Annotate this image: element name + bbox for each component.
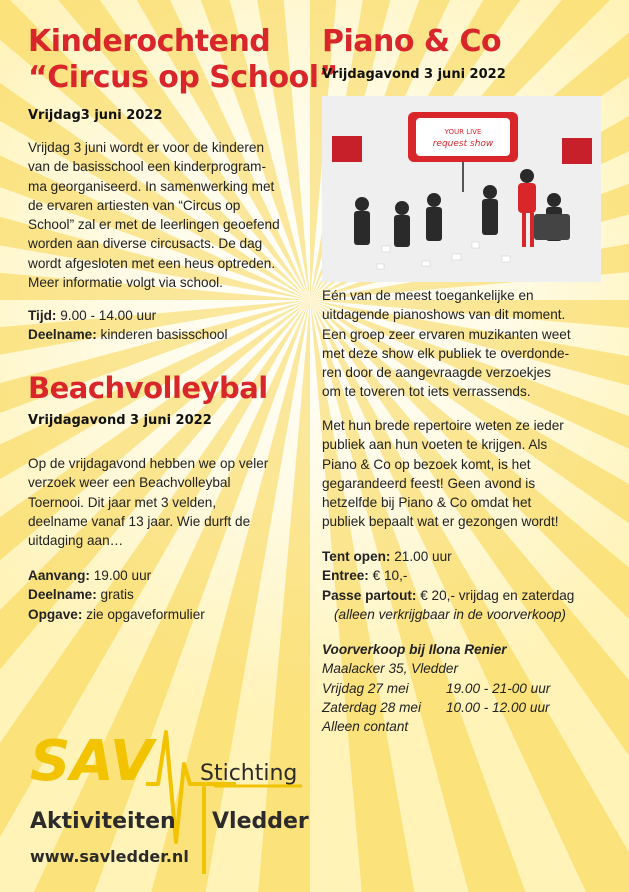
kinderochtend-title (28, 24, 338, 96)
text-line: wordt afgesloten met een heus optreden. (28, 255, 276, 271)
aanvang-value: 19.00 uur (89, 568, 152, 583)
deelname-label: Deelname: (28, 587, 97, 603)
kinderochtend-details (28, 306, 318, 345)
text-line: verzoek weer een Beachvolleybal (28, 475, 231, 491)
kinderochtend-title-line2: “Circus op School” (28, 60, 338, 95)
entree-label: Entree: (322, 568, 369, 584)
deelname-row (28, 585, 318, 604)
piano-co-date: Vrijdagavond 3 juni 2022 (322, 67, 506, 82)
voorverkoop-address: Maalacker 35, Vledder (322, 661, 459, 677)
text-line: Toernooi. Dit jaar met 3 velden, (28, 494, 217, 510)
text-line: worden aan diverse circusacts. De dag (28, 236, 263, 252)
text-line: de ervaren artiesten van “Circus op (28, 197, 241, 213)
logo-stichting-text: Stichting (200, 761, 298, 786)
tent-open-label: Tent open: (322, 549, 391, 564)
text-line: om te toveren tot iets verrassends. (322, 384, 531, 400)
piano-co-description-2 (322, 416, 598, 532)
deelname-label: Deelname: (28, 327, 97, 343)
voorverkoop-time: 19.00 - 21-00 uur (446, 680, 551, 696)
tent-open-value: 21.00 uur (390, 549, 452, 564)
text-line: publiek aan hun voeten te krijgen. Als (322, 437, 548, 453)
entree-row (322, 566, 612, 585)
text-line: Piano & Co op bezoek komt, is het (322, 456, 531, 472)
piano-co-details (322, 547, 612, 624)
kinderochtend-date: Vrijdag3 juni 2022 (28, 108, 163, 123)
voorverkoop-row (322, 698, 612, 717)
text-line: van de basisschool een kinderprogram- (28, 159, 267, 175)
text-line: met deze show elk publiek te overdonde- (322, 345, 570, 361)
beachvolleybal-date: Vrijdagavond 3 juni 2022 (28, 413, 212, 428)
text-line: Meer informatie volgt via school. (28, 275, 223, 291)
text-line: Vrijdag 3 juni wordt er voor de kinderen (28, 140, 265, 155)
photo-sign-line2: request show (432, 139, 494, 149)
text-line: hetzelfde bij Piano & Co omdat het (322, 495, 532, 511)
tijd-label: Tijd: (28, 308, 57, 323)
tijd-value: 9.00 - 14.00 uur (56, 308, 157, 323)
kinderochtend-title-line1: Kinderochtend (28, 24, 271, 59)
deelname-value: gratis (96, 587, 134, 603)
sav-logo (26, 724, 316, 874)
text-line: ma georganiseerd. In samenwerking met (28, 178, 275, 194)
text-line: Eén van de meest toegankelijke en (322, 288, 534, 303)
piano-co-photo (322, 96, 601, 282)
text-line: uitdaging aan… (28, 533, 124, 549)
aanvang-row (28, 566, 318, 585)
beachvolleybal-title: Beachvolleybal (28, 371, 268, 405)
voorverkoop-day: Vrijdag 27 mei (322, 680, 409, 696)
voorverkoop-info (322, 640, 612, 736)
voorverkoop-row (322, 679, 612, 698)
aanvang-label: Aanvang: (28, 568, 90, 583)
passe-partout-note: (alleen verkrijgbaar in de voorverkoop) (334, 606, 566, 622)
voorverkoop-cash: Alleen contant (322, 719, 409, 735)
voorverkoop-day: Zaterdag 28 mei (322, 699, 421, 715)
text-line: Op de vrijdagavond hebben we op veler (28, 456, 269, 471)
logo-vledder-text: Vledder (212, 809, 309, 834)
text-line: deelname vanaf 13 jaar. Wie durft de (28, 513, 251, 529)
voorverkoop-title: Voorverkoop bij Ilona Renier (322, 642, 507, 657)
piano-co-description-1 (322, 286, 598, 402)
text-line: gegarandeerd feest! Geen avond is (322, 475, 536, 491)
text-line: School” zal er met de leerlingen geoefend (28, 217, 280, 233)
tijd-row (28, 306, 318, 325)
text-line: publiek bepaalt wat er gezongen wordt! (322, 514, 559, 530)
opgave-value: zie opgaveformulier (82, 606, 205, 622)
opgave-row (28, 605, 318, 624)
text-line: uitdagende pianoshows van dit moment. (322, 307, 566, 323)
entree-value: € 10,- (368, 568, 408, 584)
kinderochtend-description (28, 138, 308, 292)
opgave-label: Opgave: (28, 606, 83, 622)
deelname-row (28, 325, 318, 344)
beachvolleybal-details (28, 566, 318, 624)
logo-url-text: www.savledder.nl (30, 847, 189, 866)
tent-open-row (322, 547, 612, 566)
voorverkoop-time: 10.00 - 12.00 uur (446, 699, 550, 715)
text-line: Een groep zeer ervaren muzikanten weet (322, 326, 571, 342)
piano-co-title: Piano & Co (322, 24, 502, 59)
passe-partout-row (322, 586, 612, 605)
passe-partout-value: € 20,- vrijdag en zaterdag (416, 587, 575, 603)
deelname-value: kinderen basisschool (96, 327, 228, 343)
text-line: Met hun brede repertoire weten ze ieder (322, 418, 564, 433)
logo-aktiviteiten-text: Aktiviteiten (30, 809, 176, 834)
passe-partout-label: Passe partout: (322, 587, 417, 603)
beachvolleybal-description (28, 454, 308, 550)
text-line: ren door de aangevraagde verzoekjes (322, 365, 551, 381)
logo-sav-text: SAV (30, 729, 154, 794)
photo-sign-line1: YOUR LIVE (444, 128, 482, 136)
